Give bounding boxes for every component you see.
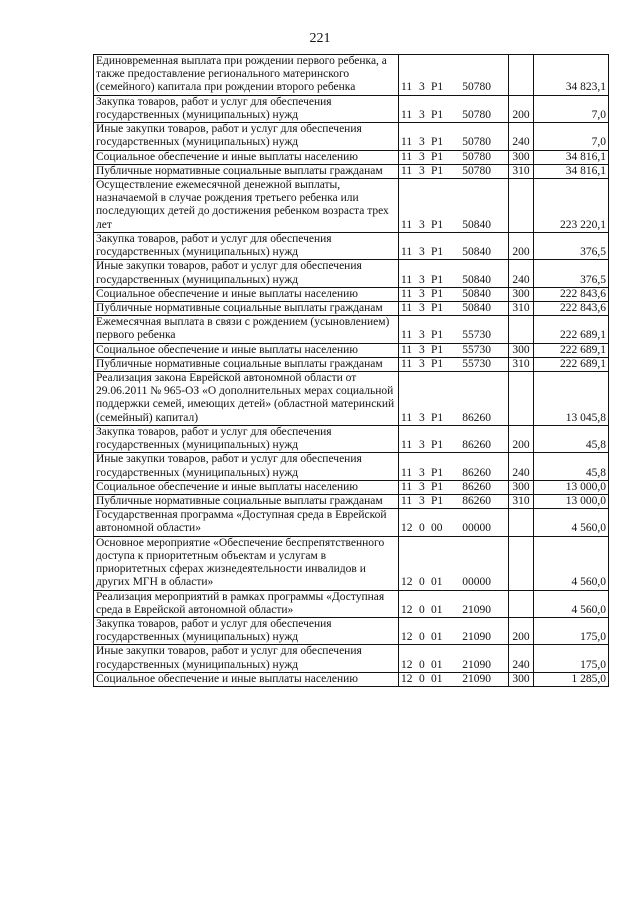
program-code: Р1 xyxy=(431,108,444,121)
section-code: 12 xyxy=(401,522,413,535)
article-code: 50840 xyxy=(462,287,491,300)
program-code: Р1 xyxy=(431,164,444,177)
expense-item-name: Социальное обеспечение и иные выплаты населению xyxy=(94,150,399,164)
expense-type-code xyxy=(509,316,534,343)
expense-type-code: 300 xyxy=(509,672,534,686)
program-code: 01 xyxy=(431,672,443,685)
amount: 13 000,0 xyxy=(534,480,609,494)
article-code: 21090 xyxy=(462,631,491,644)
expense-type-code: 200 xyxy=(509,425,534,452)
expense-type-code xyxy=(509,509,534,536)
expense-type-code xyxy=(509,178,534,232)
target-article-code xyxy=(399,301,509,315)
amount: 4 560,0 xyxy=(534,536,609,590)
table-row xyxy=(94,150,609,164)
target-article-code xyxy=(399,178,509,232)
table-row xyxy=(94,55,609,96)
expense-type-code: 300 xyxy=(509,343,534,357)
amount: 222 843,6 xyxy=(534,301,609,315)
program-code: Р1 xyxy=(431,301,444,314)
table-row xyxy=(94,590,609,617)
amount: 45,8 xyxy=(534,453,609,480)
target-article-code xyxy=(399,372,509,426)
subsection-code: 3 xyxy=(419,150,425,163)
article-code: 50780 xyxy=(462,136,491,149)
expense-type-code: 240 xyxy=(509,260,534,287)
expense-type-code: 240 xyxy=(509,453,534,480)
table-row xyxy=(94,178,609,232)
expense-item-name: Единовременная выплата при рождении первого ребенка, а также предоставление регионального материнского (семейного) капитала при рождении второго ребенка xyxy=(94,55,399,96)
article-code: 50840 xyxy=(462,246,491,259)
budget-table-body xyxy=(94,55,609,687)
amount: 34 823,1 xyxy=(534,55,609,96)
target-article-code xyxy=(399,672,509,686)
target-article-code xyxy=(399,164,509,178)
expense-item-name: Иные закупки товаров, работ и услуг для обеспечения государственных (муниципальных) нужд xyxy=(94,453,399,480)
subsection-code: 3 xyxy=(419,411,425,424)
target-article-code xyxy=(399,287,509,301)
program-code: Р1 xyxy=(431,343,444,356)
program-code: Р1 xyxy=(431,150,444,163)
program-code: 01 xyxy=(431,603,443,616)
amount: 34 816,1 xyxy=(534,150,609,164)
expense-type-code: 240 xyxy=(509,123,534,150)
budget-table xyxy=(93,54,609,687)
expense-item-name: Закупка товаров, работ и услуг для обеспечения государственных (муниципальных) нужд xyxy=(94,232,399,259)
article-code: 21090 xyxy=(462,603,491,616)
amount: 376,5 xyxy=(534,232,609,259)
expense-item-name: Социальное обеспечение и иные выплаты населению xyxy=(94,672,399,686)
article-code: 50840 xyxy=(462,218,491,231)
expense-item-name: Социальное обеспечение и иные выплаты населению xyxy=(94,287,399,301)
article-code: 55730 xyxy=(462,343,491,356)
expense-type-code xyxy=(509,536,534,590)
target-article-code xyxy=(399,590,509,617)
expense-type-code xyxy=(509,590,534,617)
amount: 1 285,0 xyxy=(534,672,609,686)
amount: 175,0 xyxy=(534,617,609,644)
article-code: 55730 xyxy=(462,357,491,370)
article-code: 00000 xyxy=(462,576,491,589)
section-code: 12 xyxy=(401,576,413,589)
target-article-code xyxy=(399,232,509,259)
section-code: 11 xyxy=(401,218,413,231)
expense-type-code: 300 xyxy=(509,150,534,164)
article-code: 86260 xyxy=(462,411,491,424)
program-code: 01 xyxy=(431,631,443,644)
expense-type-code: 200 xyxy=(509,95,534,122)
table-row xyxy=(94,672,609,686)
subsection-code: 0 xyxy=(419,631,425,644)
expense-item-name: Ежемесячная выплата в связи с рождением (усыновлением) первого ребенка xyxy=(94,316,399,343)
subsection-code: 3 xyxy=(419,108,425,121)
article-code: 50840 xyxy=(462,301,491,314)
target-article-code xyxy=(399,425,509,452)
table-row xyxy=(94,480,609,494)
section-code: 11 xyxy=(401,329,413,342)
target-article-code xyxy=(399,55,509,96)
article-code: 86260 xyxy=(462,439,491,452)
expense-item-name: Закупка товаров, работ и услуг для обеспечения государственных (муниципальных) нужд xyxy=(94,425,399,452)
subsection-code: 0 xyxy=(419,576,425,589)
article-code: 86260 xyxy=(462,495,491,507)
expense-item-name: Закупка товаров, работ и услуг для обеспечения государственных (муниципальных) нужд xyxy=(94,95,399,122)
table-row xyxy=(94,357,609,371)
subsection-code: 3 xyxy=(419,495,425,507)
table-row xyxy=(94,617,609,644)
section-code: 11 xyxy=(401,81,413,94)
table-row xyxy=(94,260,609,287)
expense-item-name: Реализация мероприятий в рамках программы «Доступная среда в Еврейской автономной области» xyxy=(94,590,399,617)
table-row xyxy=(94,95,609,122)
table-row xyxy=(94,495,609,509)
program-code: Р1 xyxy=(431,480,444,493)
table-row xyxy=(94,232,609,259)
expense-item-name: Иные закупки товаров, работ и услуг для обеспечения государственных (муниципальных) нужд xyxy=(94,123,399,150)
section-code: 12 xyxy=(401,658,413,671)
program-code: Р1 xyxy=(431,81,444,94)
target-article-code xyxy=(399,509,509,536)
amount: 222 843,6 xyxy=(534,287,609,301)
expense-item-name: Публичные нормативные социальные выплаты гражданам xyxy=(94,495,399,509)
expense-type-code: 310 xyxy=(509,495,534,509)
subsection-code: 3 xyxy=(419,343,425,356)
target-article-code xyxy=(399,357,509,371)
expense-type-code: 300 xyxy=(509,287,534,301)
table-row xyxy=(94,509,609,536)
subsection-code: 3 xyxy=(419,480,425,493)
table-row xyxy=(94,123,609,150)
subsection-code: 3 xyxy=(419,357,425,370)
amount: 222 689,1 xyxy=(534,357,609,371)
target-article-code xyxy=(399,645,509,672)
section-code: 11 xyxy=(401,136,413,149)
expense-type-code: 200 xyxy=(509,617,534,644)
amount: 45,8 xyxy=(534,425,609,452)
expense-item-name: Закупка товаров, работ и услуг для обеспечения государственных (муниципальных) нужд xyxy=(94,617,399,644)
program-code: Р1 xyxy=(431,495,444,507)
expense-type-code: 240 xyxy=(509,645,534,672)
section-code: 12 xyxy=(401,631,413,644)
target-article-code xyxy=(399,536,509,590)
table-row xyxy=(94,536,609,590)
article-code: 21090 xyxy=(462,658,491,671)
expense-item-name: Осуществление ежемесячной денежной выплаты, назначаемой в случае рождения третьего ребенка или последующих детей до достижения ребенком возраста трех лет xyxy=(94,178,399,232)
expense-type-code: 200 xyxy=(509,232,534,259)
expense-item-name: Социальное обеспечение и иные выплаты населению xyxy=(94,480,399,494)
program-code: Р1 xyxy=(431,466,444,479)
section-code: 11 xyxy=(401,273,413,286)
subsection-code: 3 xyxy=(419,329,425,342)
section-code: 11 xyxy=(401,246,413,259)
article-code: 55730 xyxy=(462,329,491,342)
amount: 13 045,8 xyxy=(534,372,609,426)
target-article-code xyxy=(399,617,509,644)
section-code: 11 xyxy=(401,108,413,121)
expense-item-name: Публичные нормативные социальные выплаты гражданам xyxy=(94,357,399,371)
section-code: 12 xyxy=(401,672,413,685)
table-row xyxy=(94,287,609,301)
subsection-code: 3 xyxy=(419,81,425,94)
section-code: 11 xyxy=(401,164,413,177)
subsection-code: 3 xyxy=(419,246,425,259)
program-code: Р1 xyxy=(431,273,444,286)
target-article-code xyxy=(399,343,509,357)
article-code: 21090 xyxy=(462,672,491,685)
program-code: Р1 xyxy=(431,411,444,424)
program-code: Р1 xyxy=(431,329,444,342)
target-article-code xyxy=(399,480,509,494)
article-code: 86260 xyxy=(462,466,491,479)
amount: 222 689,1 xyxy=(534,316,609,343)
amount: 376,5 xyxy=(534,260,609,287)
expense-item-name: Иные закупки товаров, работ и услуг для обеспечения государственных (муниципальных) нужд xyxy=(94,645,399,672)
section-code: 11 xyxy=(401,150,413,163)
expense-type-code: 310 xyxy=(509,301,534,315)
expense-type-code xyxy=(509,372,534,426)
target-article-code xyxy=(399,150,509,164)
section-code: 11 xyxy=(401,343,413,356)
expense-type-code xyxy=(509,55,534,96)
subsection-code: 0 xyxy=(419,522,425,535)
target-article-code xyxy=(399,495,509,509)
amount: 34 816,1 xyxy=(534,164,609,178)
article-code: 50780 xyxy=(462,150,491,163)
program-code: Р1 xyxy=(431,439,444,452)
article-code: 50780 xyxy=(462,108,491,121)
section-code: 12 xyxy=(401,603,413,616)
program-code: 01 xyxy=(431,576,443,589)
article-code: 50840 xyxy=(462,273,491,286)
program-code: 01 xyxy=(431,658,443,671)
table-row xyxy=(94,453,609,480)
subsection-code: 3 xyxy=(419,136,425,149)
program-code: Р1 xyxy=(431,218,444,231)
amount: 4 560,0 xyxy=(534,509,609,536)
subsection-code: 3 xyxy=(419,466,425,479)
article-code: 86260 xyxy=(462,480,491,493)
table-row xyxy=(94,301,609,315)
expense-type-code: 310 xyxy=(509,164,534,178)
table-row xyxy=(94,343,609,357)
target-article-code xyxy=(399,95,509,122)
amount: 222 689,1 xyxy=(534,343,609,357)
amount: 223 220,1 xyxy=(534,178,609,232)
section-code: 11 xyxy=(401,495,413,507)
table-row xyxy=(94,316,609,343)
amount: 13 000,0 xyxy=(534,495,609,509)
table-row xyxy=(94,425,609,452)
section-code: 11 xyxy=(401,466,413,479)
subsection-code: 3 xyxy=(419,218,425,231)
program-code: Р1 xyxy=(431,287,444,300)
program-code: Р1 xyxy=(431,357,444,370)
target-article-code xyxy=(399,316,509,343)
expense-item-name: Основное мероприятие «Обеспечение беспрепятственного доступа к приоритетным объектам и услугам в приоритетных сферах жизнедеятельности инвалидов и других МГН в области» xyxy=(94,536,399,590)
table-row xyxy=(94,164,609,178)
expense-item-name: Социальное обеспечение и иные выплаты населению xyxy=(94,343,399,357)
expense-item-name: Иные закупки товаров, работ и услуг для обеспечения государственных (муниципальных) нужд xyxy=(94,260,399,287)
amount: 175,0 xyxy=(534,645,609,672)
program-code: 00 xyxy=(431,522,443,535)
program-code: Р1 xyxy=(431,136,444,149)
section-code: 11 xyxy=(401,357,413,370)
section-code: 11 xyxy=(401,480,413,493)
target-article-code xyxy=(399,453,509,480)
amount: 7,0 xyxy=(534,95,609,122)
article-code: 00000 xyxy=(462,522,491,535)
section-code: 11 xyxy=(401,301,413,314)
article-code: 50780 xyxy=(462,81,491,94)
section-code: 11 xyxy=(401,411,413,424)
program-code: Р1 xyxy=(431,246,444,259)
expense-item-name: Публичные нормативные социальные выплаты гражданам xyxy=(94,164,399,178)
subsection-code: 3 xyxy=(419,287,425,300)
subsection-code: 3 xyxy=(419,301,425,314)
target-article-code xyxy=(399,123,509,150)
subsection-code: 3 xyxy=(419,273,425,286)
section-code: 11 xyxy=(401,287,413,300)
subsection-code: 3 xyxy=(419,164,425,177)
expense-item-name: Государственная программа «Доступная среда в Еврейской автономной области» xyxy=(94,509,399,536)
expense-type-code: 300 xyxy=(509,480,534,494)
subsection-code: 0 xyxy=(419,603,425,616)
expense-type-code: 310 xyxy=(509,357,534,371)
article-code: 50780 xyxy=(462,164,491,177)
page-number: 221 xyxy=(309,31,331,46)
table-row xyxy=(94,645,609,672)
subsection-code: 0 xyxy=(419,672,425,685)
table-row xyxy=(94,372,609,426)
subsection-code: 0 xyxy=(419,658,425,671)
amount: 7,0 xyxy=(534,123,609,150)
expense-item-name: Публичные нормативные социальные выплаты гражданам xyxy=(94,301,399,315)
amount: 4 560,0 xyxy=(534,590,609,617)
subsection-code: 3 xyxy=(419,439,425,452)
expense-item-name: Реализация закона Еврейской автономной области от 29.06.2011 № 965-ОЗ «О дополнительных мерах социальной поддержки семей, имеющих детей» (областной материнский (семейный) капитал) xyxy=(94,372,399,426)
section-code: 11 xyxy=(401,439,413,452)
target-article-code xyxy=(399,260,509,287)
